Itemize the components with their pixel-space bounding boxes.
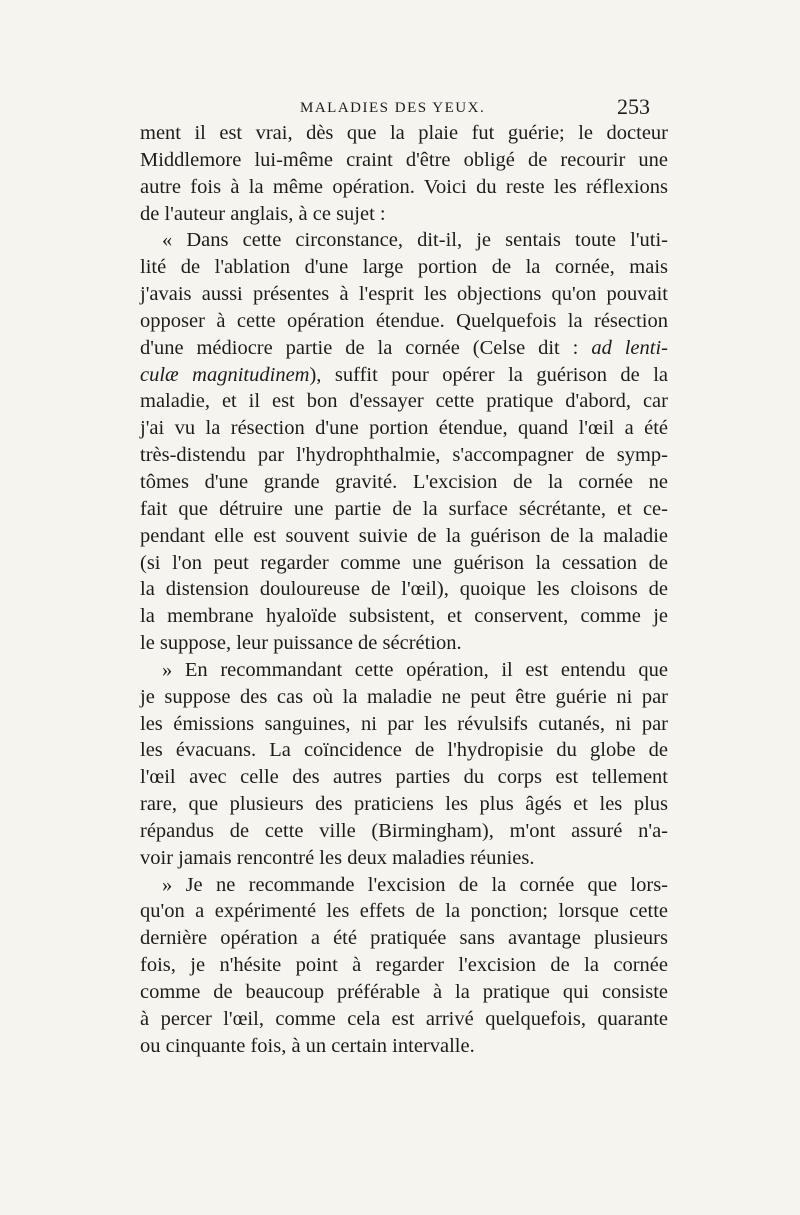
italic-text: ad lenti- (591, 336, 669, 359)
text-line: j'avais aussi présentes à l'esprit les objections qu'on pouvait (140, 283, 668, 306)
text-line: maladie, et il est bon d'essayer cette pratique d'abord, car (140, 390, 668, 413)
italic-text: culæ magnitudinem (140, 363, 310, 386)
text-line: autre fois à la même opération. Voici du reste les réflexions (140, 175, 668, 198)
text-line: « Dans cette circonstance, dit-il, je sentais toute l'uti- (162, 229, 668, 252)
text-line: (si l'on peut regarder comme une guérison la cessation de (140, 551, 668, 574)
text-line: fois, je n'hésite point à regarder l'excision de la cornée (140, 954, 668, 977)
text-line: d'une médiocre partie de la cornée (Celse dit : ad lenti- (140, 336, 669, 359)
text-line: la membrane hyaloïde subsistent, et conservent, comme je (140, 605, 668, 628)
text-line: Middlemore lui-même craint d'être obligé de recourir une (140, 148, 668, 171)
text-line: ou cinquante fois, à un certain intervalle. (140, 1034, 475, 1057)
text-line: rare, que plusieurs des praticiens les plus âgés et les plus (140, 793, 668, 816)
text-line: très-distendu par l'hydrophthalmie, s'accompagner de symp- (140, 444, 668, 467)
text-line: comme de beaucoup préférable à la pratique qui consiste (140, 981, 668, 1003)
text-line: à percer l'œil, comme cela est arrivé quelquefois, quarante (140, 1007, 668, 1030)
text-line: » En recommandant cette opération, il est entendu que (162, 658, 668, 681)
text-line: la distension douloureuse de l'œil), quoique les cloisons de (140, 578, 668, 601)
text-line: les évacuans. La coïncidence de l'hydropisie du globe de (140, 739, 668, 762)
text-line: de l'auteur anglais, à ce sujet : (140, 202, 386, 225)
text-line: culæ magnitudinem), suffit pour opérer la guérison de la (140, 363, 669, 386)
running-title: MALADIES DES YEUX. (300, 100, 486, 116)
text-line: » Je ne recommande l'excision de la cornée que lors- (162, 873, 668, 896)
text-line: répandus de cette ville (Birmingham), m'ont assuré n'a- (140, 819, 668, 842)
text-line: qu'on a expérimenté les effets de la ponction; lorsque cette (140, 900, 668, 923)
text-line: dernière opération a été pratiquée sans avantage plusieurs (140, 927, 668, 950)
text-line: fait que détruire une partie de la surface sécrétante, et ce- (140, 497, 668, 520)
text-line: tômes d'une grande gravité. L'excision de la cornée ne (140, 470, 668, 493)
text-line: j'ai vu la résection d'une portion étendue, quand l'œil a été (140, 417, 668, 440)
text-line: pendant elle est souvent suivie de la guérison de la maladie (140, 524, 668, 547)
text-line: l'œil avec celle des autres parties du corps est tellement (140, 766, 668, 789)
page-number: 253 (617, 94, 650, 119)
body-text (140, 120, 668, 1060)
text-line: voir jamais rencontré les deux maladies réunies. (140, 846, 535, 869)
text-line: lité de l'ablation d'une large portion de la cornée, mais (140, 256, 668, 279)
text-line: ment il est vrai, dès que la plaie fut guérie; le docteur (140, 122, 668, 144)
text-line: les émissions sanguines, ni par les révulsifs cutanés, ni par (140, 712, 668, 735)
text-line: le suppose, leur puissance de sécrétion. (140, 632, 462, 655)
text-line: je suppose des cas où la maladie ne peut être guérie ni par (140, 685, 668, 708)
text-line: opposer à cette opération étendue. Quelquefois la résection (140, 309, 668, 332)
